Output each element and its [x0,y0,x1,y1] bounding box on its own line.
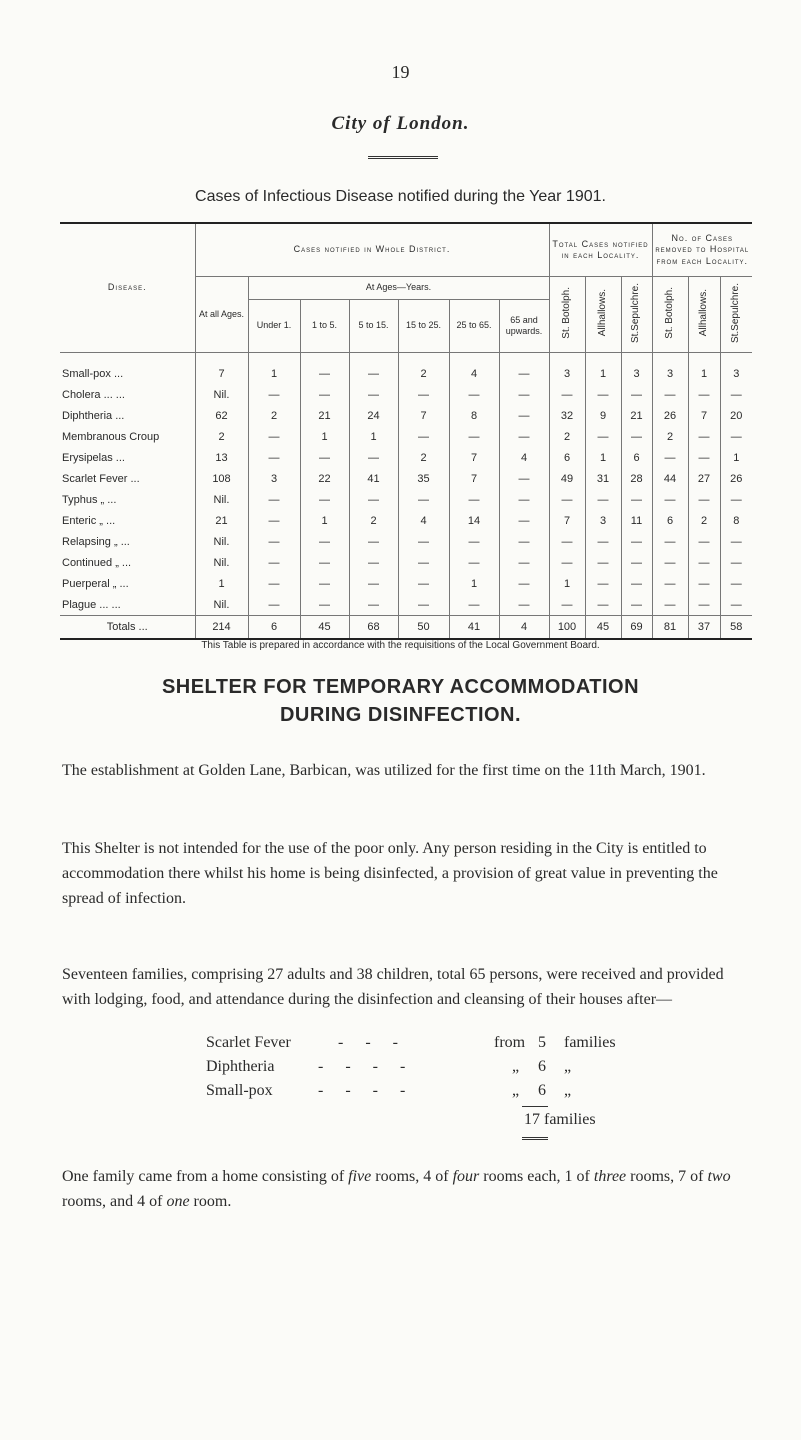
table-cell: 14 [449,510,499,531]
table-cell: — [248,489,300,510]
table-cell: — [720,384,752,405]
header-locality-st-botolph: St. Botolph. [549,277,585,353]
table-cell: 3 [549,353,585,385]
table-cell: — [398,531,449,552]
table-cell: 31 [585,468,621,489]
table-cell: 4 [499,616,549,640]
table-cell: — [549,531,585,552]
table-cell: — [720,489,752,510]
table-cell: — [349,489,398,510]
table-row [60,384,752,405]
table-cell: — [720,573,752,594]
table-cell: — [688,531,720,552]
table-cell: — [621,426,652,447]
cause-from: „ [512,1082,520,1099]
table-cell: — [652,489,688,510]
table-cell: 2 [398,447,449,468]
table-cell: 6 [621,447,652,468]
table-cell: 9 [585,405,621,426]
table-cell: 1 [349,426,398,447]
cause-row-small-pox [0,1082,801,1107]
header-all-ages: At all Ages. [195,277,248,353]
table-cell: 62 [195,405,248,426]
families-total: 17 families [524,1111,596,1128]
table-cell: 7 [398,405,449,426]
table-cell: — [300,594,349,616]
table-cell: 214 [195,616,248,640]
table-cell: 69 [621,616,652,640]
table-cell: — [549,594,585,616]
table-cell: — [621,489,652,510]
table-row [60,426,752,447]
table-cell: — [349,384,398,405]
table-cell: Nil. [195,594,248,616]
cause-unit: families [564,1034,616,1051]
cause-count: 6 [538,1082,546,1099]
cause-count: 6 [538,1058,546,1075]
table-cell: 41 [349,468,398,489]
table-row [60,510,752,531]
table-cell: — [449,426,499,447]
table-cell: — [499,468,549,489]
table-cell: — [398,489,449,510]
table-cell: — [248,510,300,531]
table-cell: — [499,426,549,447]
disease-name: Relapsing „ ... [62,535,130,548]
disease-name: Enteric „ ... [62,514,116,527]
table-cell: — [398,426,449,447]
header-hospital-st-sepulchre: St.Sepulchre. [720,277,752,353]
table-cell: 24 [349,405,398,426]
table-cell: — [499,489,549,510]
table-cell: — [585,489,621,510]
table-cell: — [621,384,652,405]
table-cell: — [449,384,499,405]
cause-unit: „ [564,1058,572,1075]
table-cell: — [248,594,300,616]
table-cell: — [248,573,300,594]
table-cell: — [499,405,549,426]
table-cell: 6 [248,616,300,640]
table-cell: — [499,552,549,573]
table-cell: — [349,573,398,594]
sum-rule [522,1106,548,1107]
table-cell: 7 [449,468,499,489]
table-row [60,573,752,594]
table-cell: — [248,426,300,447]
table-cell: — [248,447,300,468]
header-age-65-up: 65 and upwards. [499,300,549,353]
table-cell: 7 [449,447,499,468]
disease-name: Scarlet Fever ... [62,472,140,485]
table-cell: 1 [449,573,499,594]
table-footnote: This Table is prepared in accordance with the requisitions of the Local Government Board. [201,640,600,651]
table-cell: — [549,384,585,405]
table-row [60,531,752,552]
table-cell: 7 [688,405,720,426]
table-cell: — [621,594,652,616]
table-cell: Nil. [195,531,248,552]
table-cell: 3 [652,353,688,385]
table-cell: 21 [300,405,349,426]
totals-row [60,616,752,640]
table-cell: 3 [720,353,752,385]
table-cell: — [621,531,652,552]
table-cell: 2 [195,426,248,447]
table-cell: — [349,353,398,385]
table-row [60,468,752,489]
disease-name: Small-pox ... [62,367,124,380]
table-cell: 32 [549,405,585,426]
shelter-paragraph-3: Seventeen families, comprising 27 adults and 38 children, total 65 persons, were received and provided with lodging, food, and attendance during the disinfection and cleansing of their houses after— [62,966,724,1008]
table-cell: 2 [349,510,398,531]
table-cell: Nil. [195,489,248,510]
table-row [60,405,752,426]
table-cell: 4 [499,447,549,468]
shelter-paragraph-4: One family came from a home consisting of five rooms, 4 of four rooms each, 1 of three rooms, 7 of two rooms, and 4 of one room. [62,1168,731,1210]
table-cell: — [585,573,621,594]
table-cell: 8 [720,510,752,531]
table-cell: Nil. [195,384,248,405]
table-cell: — [688,552,720,573]
header-removed-hospital: No. of Cases removed to Hospital from each Locality. [652,223,752,277]
cause-row-scarlet-fever [0,1034,801,1059]
table-cell: — [300,573,349,594]
table-cell: 1 [585,447,621,468]
table-cell: 22 [300,468,349,489]
table-cell: — [688,384,720,405]
table-cell: 3 [621,353,652,385]
cause-count: 5 [538,1034,546,1051]
cause-unit: „ [564,1082,572,1099]
disease-name: Totals ... [60,616,195,640]
table-cell: — [248,384,300,405]
table-cell: — [349,552,398,573]
table-cell: — [449,552,499,573]
table-cell: — [300,552,349,573]
city-title: City of London. [331,113,470,134]
table-cell: 49 [549,468,585,489]
disease-name: Typhus „ ... [62,493,117,506]
table-cell: — [449,489,499,510]
table-cell: — [688,573,720,594]
table-cell: — [652,531,688,552]
table-cell: 2 [549,426,585,447]
disease-name: Cholera ... ... [62,388,125,401]
cause-name: Diphtheria [206,1058,275,1075]
header-disease: Disease. [107,282,147,293]
disease-name: Puerperal „ ... [62,577,129,590]
table-cell: — [688,447,720,468]
table-cell: — [300,447,349,468]
header-age-25-65: 25 to 65. [449,300,499,353]
table-cell: 1 [195,573,248,594]
title-rule [368,156,438,159]
table-row [60,447,752,468]
table-cell: — [585,552,621,573]
table-cell: 1 [688,353,720,385]
cause-name: Small-pox [206,1082,273,1099]
table-cell: 3 [585,510,621,531]
table-cell: — [499,531,549,552]
header-locality-allhallows: Allhallows. [585,277,621,353]
table-cell: 13 [195,447,248,468]
table-cell: 1 [585,353,621,385]
cause-dots: - - - - [318,1058,415,1075]
page-number: 19 [391,62,410,82]
table-cell: 44 [652,468,688,489]
header-total-locality: Total Cases notified in each Locality. [549,223,652,277]
table-cell: 8 [449,405,499,426]
table-cell: 68 [349,616,398,640]
cause-row-diphtheria [0,1058,801,1083]
table-cell: — [688,594,720,616]
table-cell: — [398,384,449,405]
table-cell: 7 [195,353,248,385]
table-cell: — [585,426,621,447]
shelter-paragraph-2: This Shelter is not intended for the use of the poor only. Any person residing in the City is entitled to accommodation there whilst his home is being disinfected, a provision of great value in preventing the spread of infection. [62,840,718,907]
shelter-paragraph-1: The establishment at Golden Lane, Barbican, was utilized for the first time on the 11th March, 1901. [62,762,706,779]
table-cell: — [499,384,549,405]
shelter-heading [0,673,801,729]
table-cell: — [720,531,752,552]
table-cell: — [585,594,621,616]
table-cell: 2 [688,510,720,531]
disease-name: Continued „ ... [62,556,132,569]
table-cell: 1 [300,510,349,531]
header-hospital-st-botolph: St. Botolph. [652,277,688,353]
table-cell: Nil. [195,552,248,573]
table-cell: 81 [652,616,688,640]
table-cell: — [349,594,398,616]
disease-name: Diphtheria ... [62,409,125,422]
table-cell: 50 [398,616,449,640]
table-title: Cases of Infectious Disease notified during the Year 1901. [195,188,606,205]
table-cell: 45 [585,616,621,640]
table-cell: — [398,573,449,594]
table-cell: — [449,594,499,616]
table-cell: — [688,426,720,447]
header-whole-district: Cases notified in Whole District. [195,223,549,277]
header-age-under-1: Under 1. [248,300,300,353]
table-cell: 1 [248,353,300,385]
header-at-ages: At Ages—Years. [248,277,549,300]
table-cell: 37 [688,616,720,640]
table-row [60,353,752,385]
table-cell: 6 [652,510,688,531]
table-row [60,594,752,616]
shelter-heading-line-1: SHELTER FOR TEMPORARY ACCOMMODATION [161,676,640,698]
table-cell: 1 [720,447,752,468]
table-cell: 2 [652,426,688,447]
table-cell: 2 [398,353,449,385]
table-cell: 41 [449,616,499,640]
table-cell: 100 [549,616,585,640]
table-cell: — [621,573,652,594]
double-rule [522,1137,548,1140]
header-age-5-15: 5 to 15. [349,300,398,353]
table-cell: 26 [652,405,688,426]
table-cell: 58 [720,616,752,640]
table-cell: 11 [621,510,652,531]
table-cell: 1 [300,426,349,447]
table-cell: 2 [248,405,300,426]
table-cell: 4 [398,510,449,531]
table-cell: — [300,489,349,510]
header-locality-st-sepulchre: St.Sepulchre. [621,277,652,353]
table-cell: — [398,594,449,616]
table-cell: — [300,531,349,552]
table-cell: — [499,594,549,616]
header-age-1-5: 1 to 5. [300,300,349,353]
table-body [60,353,752,640]
table-cell: 20 [720,405,752,426]
table-cell: 35 [398,468,449,489]
table-cell: 26 [720,468,752,489]
disease-name: Plague ... ... [62,598,121,611]
table-cell: — [585,531,621,552]
table-cell: 45 [300,616,349,640]
cause-from: from [494,1034,526,1051]
table-cell: 21 [195,510,248,531]
table-cell: 108 [195,468,248,489]
table-cell: — [300,384,349,405]
table-cell: — [349,531,398,552]
cause-dots: - - - [338,1034,407,1051]
table-cell: 27 [688,468,720,489]
table-row [60,552,752,573]
table-cell: — [621,552,652,573]
cause-name: Scarlet Fever [206,1034,291,1051]
table-cell: — [449,531,499,552]
table-cell: — [652,447,688,468]
shelter-heading-line-2: DURING DISINFECTION. [279,704,522,726]
table-cell: — [688,489,720,510]
table-cell: — [549,489,585,510]
table-cell: 4 [449,353,499,385]
table-cell: — [398,552,449,573]
cause-dots: - - - - [318,1082,415,1099]
table-cell: — [652,594,688,616]
table-cell: 3 [248,468,300,489]
disease-name: Erysipelas ... [62,451,125,464]
table-cell: 1 [549,573,585,594]
disease-table [60,222,752,640]
table-cell: 21 [621,405,652,426]
header-age-15-25: 15 to 25. [398,300,449,353]
table-cell: — [652,552,688,573]
table-cell: — [652,573,688,594]
table-cell: — [720,552,752,573]
table-cell: — [720,426,752,447]
table-cell: — [300,353,349,385]
table-cell: — [349,447,398,468]
table-cell: — [248,531,300,552]
table-cell: 6 [549,447,585,468]
table-cell: — [499,573,549,594]
table-cell: — [720,594,752,616]
header-hospital-allhallows: Allhallows. [688,277,720,353]
disease-name: Membranous Croup [62,430,160,443]
table-cell: 28 [621,468,652,489]
table-cell: — [499,510,549,531]
cause-from: „ [512,1058,520,1075]
table-cell: — [499,353,549,385]
table-cell: — [549,552,585,573]
table-cell: — [585,384,621,405]
table-cell: — [248,552,300,573]
table-row [60,489,752,510]
table-cell: — [652,384,688,405]
table-cell: 7 [549,510,585,531]
